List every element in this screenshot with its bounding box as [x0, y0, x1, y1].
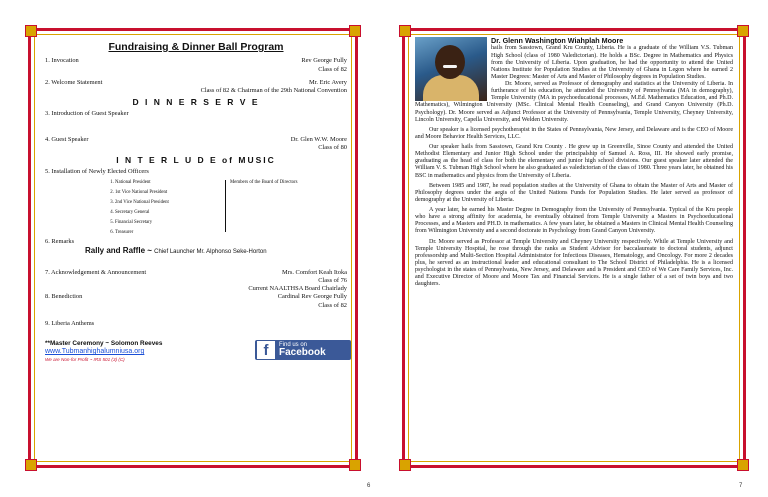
facebook-find-us: Find us on — [279, 342, 308, 349]
right-page — [384, 0, 768, 497]
frame-corner — [737, 25, 749, 37]
item-person: Mrs. Comfort Keah Itoka — [282, 268, 347, 276]
facebook-badge[interactable] — [255, 340, 351, 360]
page-number: 7 — [739, 483, 743, 489]
officer-item: 3. 2nd Vice National President — [115, 198, 225, 208]
bio-intro: hails from Sasstown, Grand Kru County, Liberia. He is a graduate of the William V.S. Tubman High School (class of 1980 Valedictorian). He holds a BSc. Degree in Mathematics and Physics from the University of Liberia. Upon graduation, he had the opportunity to attend the United Nations Institute for Population Studies at the University of Ghana in Legon where he earned 2 Master Degrees: Master of Arts and Master of Philosophy degrees in Population Studies. — [491, 45, 733, 80]
page-number: 6 — [367, 483, 371, 489]
facebook-icon: f — [257, 341, 275, 359]
bio-paragraph: Our speaker hails from Sasstown, Grand Kru County . He grew up in Greenville, Sinoe County and attended the United Methodist Elementary and Junior High School under the principalship of Samuel A. Ross, III. He showed early promise, graduating as the head of class for both the elementary and junior high school divisions. Our guest speaker later attended the William V. S. Tubman High School where he also graduated as valedictorian of the class of 1980. Three years later, he obtained his BSC in mathematics and physics from the University of Liberia. — [415, 144, 733, 179]
officer-item: 5. Financial Secretary — [115, 218, 225, 228]
nonprofit-note: We are Non-for Profit ~ IRS 501 (3) (C) — [45, 357, 125, 363]
program-item-remarks: 6. Remarks — [45, 238, 75, 246]
frame-corner — [349, 25, 361, 37]
interlude-heading: I N T E R L U D E of MUSIC — [116, 154, 276, 165]
frame-corner — [25, 459, 37, 471]
item-detail: Class of 80 — [318, 144, 347, 152]
officer-item: 1. National President — [115, 178, 225, 188]
website-link[interactable]: www.Tubmanhighalumniusa.org — [45, 348, 145, 356]
frame-corner — [25, 25, 37, 37]
officers-list — [45, 178, 225, 238]
program-item-installation: 5. Installation of Newly Elected Officers — [45, 167, 149, 175]
bio-paragraph: Our speaker is a licensed psychotherapist in the States of Pennsylvania, New Jersey, and Delaware and is the CEO of Moore and Moore Behavior Health Services, LLC. — [415, 126, 733, 140]
officer-item: 6. Treasurer — [115, 228, 225, 238]
item-person: Mr. Eric Avery — [308, 78, 347, 86]
item-label: 2. Welcome Statement — [45, 78, 103, 86]
program-frame — [28, 28, 358, 468]
item-label: 1. Invocation — [45, 57, 79, 65]
item-person: Dr. Glen W.W. Moore — [290, 136, 347, 144]
raffle-person: Chief Launcher Mr. Alphonso Seke-Horton — [154, 249, 267, 256]
program-item-acknowledgement — [45, 269, 347, 277]
frame-corner — [399, 25, 411, 37]
item-person: Cardinal Rev George Fully — [277, 293, 347, 301]
facebook-label: Facebook — [279, 347, 326, 359]
raffle-title: Rally and Raffle ~ — [85, 246, 152, 256]
board-of-directors: Members of the Board of Directors — [225, 180, 298, 232]
item-detail: Class of 82 — [318, 65, 347, 73]
item-detail: Current NAALTHSA Board Chairlady — [248, 285, 347, 293]
frame-corner — [349, 459, 361, 471]
photo-smile — [443, 65, 457, 68]
bio-content — [415, 37, 733, 291]
item-label: 8. Benediction — [45, 293, 83, 301]
bio-frame — [402, 28, 746, 468]
dinner-serve-heading: D I N N E R S E R V E — [132, 97, 260, 108]
frame-corner — [737, 459, 749, 471]
facebook-text — [279, 342, 326, 358]
item-label: 7. Acknowledgement & Announcement — [45, 268, 147, 276]
program-item-anthems: 9. Liberia Anthems — [45, 319, 95, 327]
bio-paragraph: Dr. Moore, served as Professor of demography and statistics at the University of Liberia. In furtherance of his education, he attended the University of Pennsylvania (MA in demography), Temple University (MA in psychoeducational processes, M.Ed. Mathematics Education, and Ph.D. Mathematics), Wilmington University (MSc. Clinical Mental Health Counseling), and Grand Canyon University (Ph.D. Psychology). Dr. Moore served as Adjunct Professor at the University of Pennsylvania, Temple University, Cheyney University, Lincoln University, Capella University, and Welden University. — [415, 81, 733, 123]
speaker-name: Dr. Glenn Washington Wiahplah Moore — [491, 36, 624, 45]
program-item-welcome — [45, 79, 347, 87]
item-label: 4. Guest Speaker — [45, 136, 89, 144]
program-item-introduction: 3. Introduction of Guest Speaker — [45, 110, 129, 118]
item-detail: Class of 82 — [318, 301, 347, 309]
master-ceremony: **Master Ceremony ~ Solomon Reeves — [45, 340, 163, 348]
raffle-line — [85, 246, 347, 257]
frame-corner — [399, 459, 411, 471]
program-item-guest-speaker — [45, 136, 347, 144]
item-detail: Class of 82 & Chairman of the 29th National Convention — [200, 87, 347, 94]
program-item-invocation — [45, 57, 347, 65]
officer-item: 4. Secretary General — [115, 208, 225, 218]
photo-head — [435, 45, 465, 79]
bio-paragraph: A year later, he earned his Master Degree in Demography from the University of Pennsylvania. Typical of the Kru people who have a strong affinity for academia, he eventually obtained from Temple University a Masters in Psychoeducational Processes, and a Masters and PH.D. in mathematics. A few years later, he obtained a Masters in Clinical Mental Health Counseling from Wilmington University and a second doctorate in Psychology from Grand Canyon University. — [415, 207, 733, 235]
item-detail: Class of 76 — [318, 277, 347, 285]
item-person: Rev George Fully — [301, 57, 347, 65]
program-item-benediction — [45, 293, 347, 301]
program-title: Fundraising & Dinner Ball Program — [108, 41, 284, 53]
bio-paragraph: Between 1985 and 1987, he read population studies at the University of Ghana to obtain the Master of Arts and Master of Philosophy degrees under the aegis of the United Nations Funds for Population Studies. He later served as professor of demography at the University of Liberia. — [415, 182, 733, 203]
bio-paragraph: Dr. Moore served as Professor at Temple University and Cheyney University respectively. While at Temple University and Temple University Hospital, he rose through the ranks as Student Advisor for baccalaureate to doctoral students, adjunct professorship and Multi-Section Hospital Administrator for Infectious Diseases, Hematology, and Oncology. For more 2 decades plus, he served as an instructional leader and educational consultant to The School District of Philadelphia. He is a licensed psychologist in the states of Pennsylvania, New Jersey, and Delaware and is President and CEO of We Care Family Services, Inc. and Executive Director of Moore and Moore Tax and Financial Services. He is a single father of a set of twin boys and two daughters. — [415, 238, 733, 288]
program-content — [45, 41, 347, 363]
speaker-photo — [415, 37, 487, 101]
officers-block — [45, 176, 347, 238]
footer-block — [45, 340, 347, 363]
officer-item: 2. 1st Vice National President — [115, 188, 225, 198]
